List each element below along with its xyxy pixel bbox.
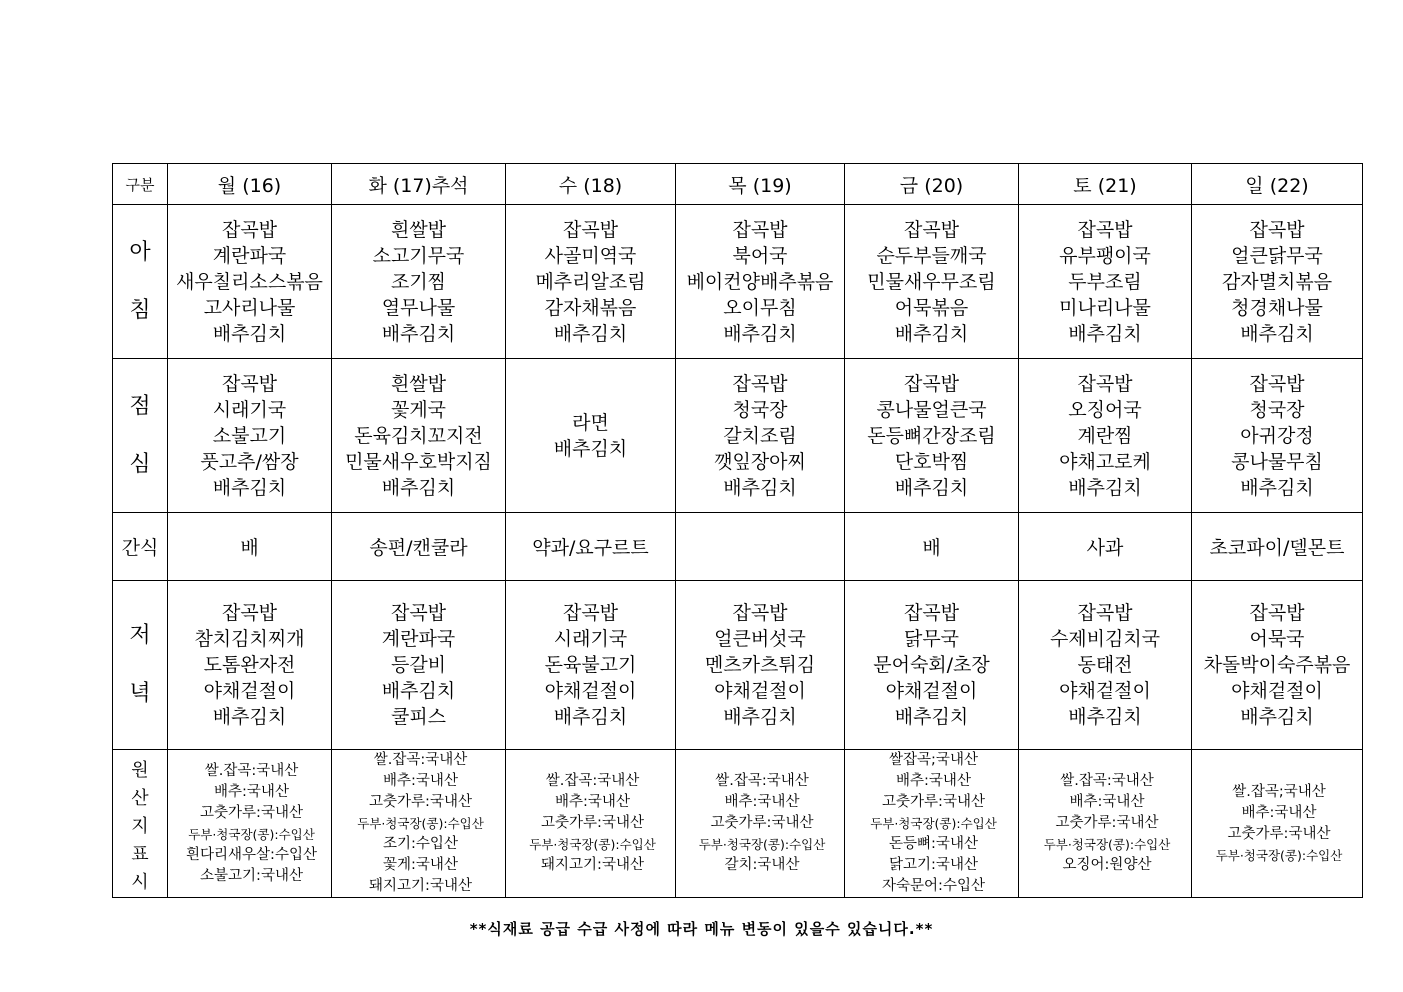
- menu-item: 잡곡밥: [221, 218, 278, 241]
- origin-line: 쌀.잡곡:국내산: [545, 773, 640, 789]
- origin-label: [113, 750, 168, 898]
- origin-line: 조기:수입산: [383, 836, 458, 852]
- label-char: 침: [129, 297, 151, 323]
- menu-item: 동태전: [1077, 654, 1133, 676]
- day-header: 일 (22): [1192, 164, 1363, 205]
- menu-cell: [332, 205, 506, 359]
- menu-item: 배추김치: [1240, 322, 1314, 345]
- menu-cell: [1192, 359, 1363, 513]
- snack-cell: [676, 513, 845, 581]
- origin-cell: [676, 750, 845, 898]
- menu-item: 미나리나물: [1059, 296, 1151, 319]
- menu-item: 민물새우무조림: [867, 270, 996, 293]
- label-char: 저: [129, 623, 151, 648]
- menu-cell: [845, 359, 1019, 513]
- menu-item: 두부조림: [1068, 270, 1142, 293]
- menu-item: 메추리알조림: [535, 270, 646, 293]
- menu-item: 배추김치: [1068, 706, 1142, 728]
- menu-cell: [1192, 205, 1363, 359]
- menu-item: 배추김치: [723, 706, 797, 728]
- menu-item: 풋고추/쌈장: [200, 450, 299, 473]
- label-char: 산: [131, 787, 149, 809]
- origin-cell: [1019, 750, 1192, 898]
- origin-cell: [506, 750, 676, 898]
- menu-item: 고사리나물: [203, 296, 296, 319]
- menu-item: 계란파국: [212, 244, 287, 267]
- breakfast-label: [113, 205, 168, 359]
- menu-item: 유부팽이국: [1059, 244, 1151, 267]
- menu-item: 시래기국: [212, 398, 287, 421]
- menu-item: 배추김치: [894, 706, 969, 728]
- menu-item: 배추김치: [1240, 476, 1314, 499]
- origin-line: 고춧가루:국내산: [200, 804, 303, 821]
- menu-cell: [845, 581, 1019, 750]
- day-header: 금 (20): [845, 164, 1019, 205]
- menu-cell: [168, 581, 332, 750]
- menu-item: 흰쌀밥: [390, 218, 447, 241]
- menu-cell: [332, 359, 506, 513]
- origin-line: 쌀.잡곡:국내산: [373, 752, 468, 768]
- menu-item: 배추김치: [723, 476, 797, 499]
- lunch-row: [113, 359, 1363, 513]
- origin-line: 쌀.잡곡:국내산: [204, 762, 299, 779]
- menu-item: 야채겉절이: [885, 680, 978, 702]
- menu-item: 야채겉절이: [1059, 680, 1151, 702]
- origin-row: [113, 750, 1363, 898]
- menu-item: 소불고기: [212, 424, 287, 447]
- origin-line: 두부·청국장(콩):수입산: [1215, 847, 1343, 863]
- header-label: 구분: [113, 164, 168, 205]
- menu-item: 배추김치: [381, 322, 456, 345]
- origin-line: 갈치:국내산: [724, 857, 800, 873]
- menu-item: 잡곡밥: [903, 218, 960, 241]
- label-char: 표: [131, 843, 149, 865]
- origin-line: 돼지고기:국내산: [369, 878, 472, 894]
- origin-line: 쌀잡곡;국내산: [889, 752, 978, 768]
- menu-item: 도톰완자전: [203, 654, 296, 676]
- menu-item: 잡곡밥: [1077, 218, 1133, 241]
- label-char: 지: [131, 815, 149, 837]
- menu-item: 갈치조림: [723, 424, 797, 447]
- label-char: 원: [131, 759, 149, 781]
- menu-item: 야채고로케: [1059, 450, 1151, 473]
- origin-line: 두부·청국장(콩):수입산: [1043, 837, 1171, 852]
- origin-line: 닭고기:국내산: [889, 857, 978, 873]
- menu-item: 돈육김치꼬지전: [354, 424, 483, 447]
- menu-cell: [1019, 359, 1192, 513]
- label-char: 심: [129, 451, 151, 477]
- menu-cell: [506, 359, 676, 513]
- menu-item: 민물새우호박지짐: [345, 450, 492, 473]
- label-char: 점: [129, 393, 151, 419]
- menu-item: 쿨피스: [390, 706, 447, 728]
- menu-item: 청경채나물: [1231, 296, 1323, 319]
- menu-item: 청국장: [732, 398, 788, 421]
- menu-item: 배추김치: [723, 322, 797, 345]
- menu-cell: [845, 205, 1019, 359]
- snack-label: 간식: [113, 513, 168, 581]
- menu-item: 사골미역국: [544, 244, 637, 267]
- menu-cell: [676, 359, 845, 513]
- origin-line: 고춧가루:국내산: [541, 815, 644, 831]
- dinner-row: [113, 581, 1363, 750]
- menu-item: 배추김치: [1068, 322, 1142, 345]
- menu-item: 계란찜: [1077, 424, 1133, 447]
- day-header: 수 (18): [506, 164, 676, 205]
- menu-item: 잡곡밥: [1249, 602, 1305, 624]
- menu-cell: [1019, 581, 1192, 750]
- menu-item: 순두부들깨국: [876, 244, 987, 267]
- origin-line: 배추:국내산: [724, 794, 800, 810]
- menu-item: 감자채볶음: [544, 296, 637, 319]
- menu-item: 배추김치: [212, 476, 287, 499]
- menu-item: 잡곡밥: [903, 372, 960, 395]
- origin-line: 꽃게:국내산: [383, 857, 458, 873]
- menu-item: 북어국: [732, 244, 788, 267]
- menu-cell: [506, 581, 676, 750]
- menu-item: 잡곡밥: [903, 602, 960, 624]
- day-header: 토 (21): [1019, 164, 1192, 205]
- menu-item: 야채겉절이: [203, 680, 296, 702]
- menu-item: 배추김치: [212, 322, 287, 345]
- menu-cell: [1019, 205, 1192, 359]
- menu-cell: [676, 581, 845, 750]
- menu-item: 계란파국: [381, 628, 456, 650]
- snack-cell: 배: [168, 513, 332, 581]
- menu-item: 닭무국: [903, 628, 960, 650]
- menu-item: 청국장: [1249, 398, 1305, 421]
- menu-item: 콩나물무침: [1231, 450, 1323, 473]
- menu-item: 잡곡밥: [732, 372, 788, 395]
- origin-line: 두부·청국장(콩):수입산: [870, 816, 997, 831]
- label-char: 녁: [129, 681, 151, 706]
- origin-line: 배추:국내산: [896, 773, 971, 789]
- menu-item: 시래기국: [553, 628, 628, 650]
- menu-item: 어묵국: [1249, 628, 1305, 650]
- snack-cell: 송편/캔쿨라: [332, 513, 506, 581]
- menu-cell: [676, 205, 845, 359]
- origin-line: 고춧가루:국내산: [1227, 825, 1331, 842]
- header-row: [113, 164, 1363, 205]
- menu-item: 잡곡밥: [390, 602, 447, 624]
- snack-cell: 약과/요구르트: [506, 513, 676, 581]
- menu-item: 열무나물: [381, 296, 456, 319]
- breakfast-row: [113, 205, 1363, 359]
- menu-item: 배추김치: [1068, 476, 1142, 499]
- menu-item: 베이컨양배추볶음: [686, 270, 834, 293]
- menu-item: 배추김치: [894, 476, 969, 499]
- menu-item: 얼큰버섯국: [714, 628, 806, 650]
- menu-item: 야채겉절이: [714, 680, 806, 702]
- origin-line: 배추:국내산: [1241, 804, 1317, 821]
- menu-item: 조기찜: [390, 270, 447, 293]
- menu-item: 등갈비: [390, 654, 447, 676]
- menu-item: 잡곡밥: [732, 218, 788, 241]
- origin-line: 배추:국내산: [555, 794, 630, 810]
- menu-item: 차돌박이숙주볶음: [1203, 654, 1351, 676]
- menu-cell: [1192, 581, 1363, 750]
- menu-item: 새우칠리소스볶음: [176, 270, 323, 293]
- label-char: 시: [131, 871, 149, 893]
- menu-item: 멘츠카츠튀김: [704, 654, 816, 676]
- menu-item: 라면: [572, 411, 609, 434]
- snack-row: [113, 513, 1363, 581]
- menu-item: 소고기무국: [372, 244, 465, 267]
- menu-item: 배추김치: [381, 680, 456, 702]
- menu-cell: [168, 359, 332, 513]
- menu-item: 잡곡밥: [562, 602, 619, 624]
- menu-item: 배추김치: [553, 437, 628, 460]
- dinner-label: [113, 581, 168, 750]
- menu-item: 배추김치: [553, 706, 628, 728]
- origin-cell: [332, 750, 506, 898]
- menu-item: 콩나물얼큰국: [876, 398, 987, 421]
- footer-note: **식재료 공급 수급 사정에 따라 메뉴 변동이 있을수 있습니다.**: [469, 920, 934, 938]
- snack-cell: 배: [845, 513, 1019, 581]
- menu-item: 잡곡밥: [1249, 218, 1305, 241]
- origin-line: 두부·청국장(콩):수입산: [357, 816, 484, 831]
- origin-cell: [1192, 750, 1363, 898]
- menu-item: 흰쌀밥: [390, 372, 447, 395]
- origin-cell: [845, 750, 1019, 898]
- origin-line: 돈등뼈:국내산: [889, 836, 978, 852]
- menu-item: 배추김치: [381, 476, 456, 499]
- menu-item: 수제비김치국: [1049, 628, 1161, 650]
- origin-line: 배추:국내산: [1069, 794, 1145, 810]
- origin-line: 두부·청국장(콩):수입산: [698, 837, 826, 852]
- origin-line: 고춧가루:국내산: [882, 794, 985, 810]
- menu-item: 잡곡밥: [562, 218, 619, 241]
- origin-line: 배추:국내산: [214, 783, 289, 800]
- day-header: 화 (17)추석: [332, 164, 506, 205]
- day-header: 월 (16): [168, 164, 332, 205]
- menu-item: 오이무침: [723, 296, 797, 319]
- menu-item: 잡곡밥: [221, 602, 278, 624]
- origin-line: 고춧가루:국내산: [710, 815, 814, 831]
- origin-line: 쌀.잡곡;국내산: [1232, 783, 1326, 800]
- menu-item: 야채겉절이: [1231, 680, 1323, 702]
- origin-line: 돼지고기:국내산: [541, 857, 644, 873]
- menu-item: 배추김치: [553, 322, 628, 345]
- origin-line: 흰다리새우살:수입산: [186, 846, 317, 863]
- snack-cell: 초코파이/델몬트: [1192, 513, 1363, 581]
- origin-line: 소불고기:국내산: [200, 867, 303, 884]
- menu-item: 배추김치: [1240, 706, 1314, 728]
- menu-cell: [332, 581, 506, 750]
- menu-item: 잡곡밥: [1077, 602, 1133, 624]
- menu-item: 배추김치: [212, 706, 287, 728]
- menu-item: 잡곡밥: [1249, 372, 1305, 395]
- menu-item: 돈육불고기: [544, 654, 637, 676]
- origin-line: 쌀.잡곡:국내산: [1060, 773, 1154, 789]
- origin-line: 자숙문어:수입산: [882, 878, 985, 894]
- menu-item: 배추김치: [894, 322, 969, 345]
- menu-item: 단호박찜: [894, 450, 969, 473]
- origin-line: 배추:국내산: [383, 773, 458, 789]
- origin-line: 두부·청국장(콩):수입산: [529, 837, 656, 852]
- menu-item: 잡곡밥: [221, 372, 278, 395]
- origin-line: 쌀.잡곡:국내산: [715, 773, 809, 789]
- menu-item: 잡곡밥: [732, 602, 788, 624]
- menu-item: 잡곡밥: [1077, 372, 1133, 395]
- origin-cell: [168, 750, 332, 898]
- menu-item: 돈등뼈간장조림: [867, 424, 996, 447]
- weekly-menu-table: [112, 163, 1363, 898]
- menu-item: 문어숙회/초장: [873, 654, 990, 676]
- menu-item: 감자멸치볶음: [1221, 270, 1333, 293]
- origin-line: 고춧가루:국내산: [369, 794, 472, 810]
- menu-item: 야채겉절이: [544, 680, 637, 702]
- menu-item: 깻잎장아찌: [714, 450, 806, 473]
- origin-line: 오징어:원양산: [1062, 857, 1152, 873]
- menu-item: 꽃게국: [390, 398, 447, 421]
- menu-item: 아귀강정: [1240, 424, 1314, 447]
- menu-item: 어묵볶음: [894, 296, 969, 319]
- menu-item: 오징어국: [1068, 398, 1142, 421]
- menu-item: 참치김치찌개: [194, 628, 305, 650]
- menu-cell: [506, 205, 676, 359]
- origin-line: 고춧가루:국내산: [1055, 815, 1159, 831]
- menu-cell: [168, 205, 332, 359]
- day-header: 목 (19): [676, 164, 845, 205]
- snack-cell: 사과: [1019, 513, 1192, 581]
- label-char: 아: [129, 239, 151, 265]
- menu-item: 얼큰닭무국: [1231, 244, 1323, 267]
- origin-line: 두부·청국장(콩):수입산: [188, 826, 315, 842]
- lunch-label: [113, 359, 168, 513]
